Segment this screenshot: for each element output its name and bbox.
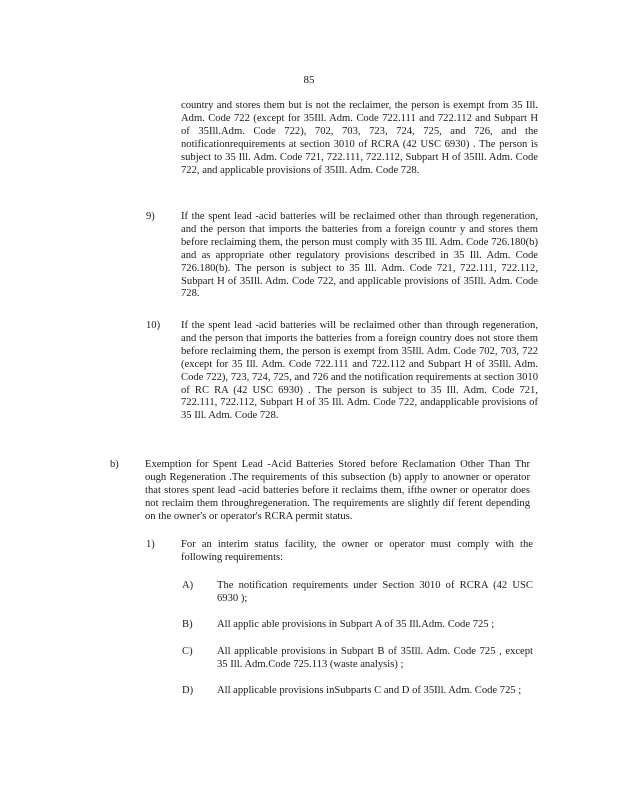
item-10-marker: 10)	[146, 320, 161, 331]
subitem-b-marker: B)	[182, 619, 193, 630]
subitem-d-text: All applicable provisions inSubparts C and D of 35Ill. Adm. Code 725 ;	[217, 685, 522, 696]
subsection-1-text: For an interim status facility, the owner or operator must comply with the following requirements:	[181, 539, 533, 563]
subitem-d-marker: D)	[182, 685, 194, 696]
item-9-text: If the spent lead -acid batteries will be reclaimed other than through regeneration, and the person that imports the batteries from a foreign countr y and stores them before reclaiming them, the person must comply with 35 Ill. Adm. Code 726.180(b) and as appropriate other regulatory provisions described in 35 Ill. Adm. Code 726.180(b). The person is subject to 35 Ill. Adm. Code 721, 722.111, 722.112, Subpart H of 35Ill. Adm. Code 722, and applicable provisions of 35Ill. Adm. Code 728.	[181, 211, 538, 300]
item-9-marker: 9)	[146, 211, 155, 222]
subitem-c-marker: C)	[182, 646, 193, 657]
subsection-1-marker: 1)	[146, 539, 155, 550]
subitem-a-text: The notification requirements under Section 3010 of RCRA (42 USC 6930 );	[217, 580, 533, 604]
page-number: 85	[303, 74, 315, 86]
item-10-text: If the spent lead -acid batteries will be reclaimed other than through regeneration, and the person that imports the batteries from a foreign country does not store them before reclaiming them, the person is exempt from 35Ill. Adm. Code 702, 703, 722 (except for 35 Ill. Adm. Code 722.111 and 722.112 and Subpart H of 35Ill. Adm. Code 722), 723, 724, 725, and 726 and the notification requirements at section 3010 of RC RA (42 USC 6930) . The person is subject to 35 Ill. Adm. Code 721, 722.111, 722.112, Subpart H of 35 Ill. Adm. Code 722, andapplicable provisions of 35 Ill. Adm. Code 728.	[181, 320, 538, 422]
continuation-paragraph: country and stores them but is not the reclaimer, the person is exempt from 35 Ill. Adm. Code 722 (except for 35Ill. Adm. Code 722.111 and 722.112 and Subpart H of 35Ill.Adm. Code 722), 702, 703, 723, 724, 725, and 726, and the notificationrequirements at section 3010 of RCRA (42 USC 6930) . The person is subject to 35 Ill. Adm. Code 721, 722.111, 722.112, Subpart H of 35Ill. Adm. Code 722, and applicable provisions of 35Ill. Adm. Code 728.	[181, 100, 538, 176]
subitem-c-text: All applicable provisions in Subpart B of 35Ill. Adm. Code 725 , except 35 Ill. Adm.Code 725.113 (waste analysis) ;	[217, 646, 533, 670]
subitem-a-marker: A)	[182, 580, 194, 591]
section-b-marker: b)	[110, 459, 119, 470]
section-b-text: Exemption for Spent Lead -Acid Batteries Stored before Reclamation Other Than Thr ough Regeneration .The requirements of this subsection (b) apply to anowner or operator that stores spent lead -acid batteries before it reclaims them, ifthe owner or operator does not reclaim them throughregeneration. The requirements are slightly dif ferent depending on the owner's or operator's RCRA permit status.	[145, 459, 530, 522]
subitem-b-text: All applic able provisions in Subpart A of 35 Ill.Adm. Code 725 ;	[217, 619, 495, 630]
